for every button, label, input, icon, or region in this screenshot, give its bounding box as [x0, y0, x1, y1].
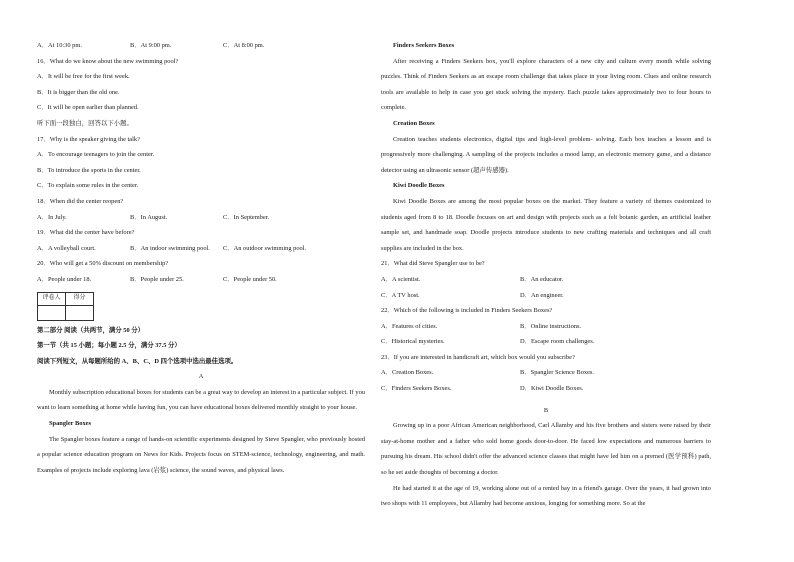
q22-option-c: C．Historical mysteries. [381, 338, 445, 346]
kiwi-text: Kiwi Doodle Boxes are among the most popular boxes on the market. They feature a variety of themes customized to students aged from 8 to 18. Doodle focuses on art and design with projects such as a felt botanic garden, an artificial leather sample set, and handmade soap. Doodle projects introduce students to new crafting materials and techniques and all craft supplies are included in the box. [381, 197, 711, 252]
q19-options [37, 241, 365, 257]
q23-options-row2 [381, 381, 711, 397]
q15-option-c: C．At 8:00 pm. [223, 42, 265, 49]
q22-options-row1 [381, 319, 711, 335]
score-cell[interactable] [66, 305, 94, 320]
kiwi-heading: Kiwi Doodle Boxes [393, 182, 445, 190]
q22-question: 22．Which of the following is included in Finders Seekers Boxes? [381, 307, 553, 315]
passage-b-paragraph-1: Growing up in a poor African American neighborhood, Carl Allamby and his five brothers and sisters were raised by their stay-at-home mother and a father who sold home goods door-to-door. He faced low expectations and numerous barriers to pursuing his dream. His school didn't offer the advanced science classes that might have led him on a premed (医学预科) path, so he set aside thoughts of becoming a doctor. [381, 422, 711, 477]
q19-option-c: C．An outdoor swimming pool. [223, 244, 307, 252]
q16-question: 16．What do we know about the new swimming pool? [37, 57, 179, 65]
q20-option-c: C．People under 50. [223, 275, 277, 283]
q23-option-a: A．Creation Boxes. [381, 369, 434, 377]
q21-option-a: A．A scientist. [381, 275, 421, 283]
q15-option-a: A．At 10:30 pm. [37, 42, 82, 49]
q22-option-a: A．Features of cities. [381, 322, 438, 330]
listening-instruction: 听下面一段独白，回答以下小题。 [37, 119, 133, 127]
q21-question: 21．What did Steve Spangler use to be? [381, 260, 485, 268]
spangler-text: The Spangler boxes feature a range of hands-on scientific experiments designed by Steve Spangler, who previously hosted a popular science education program on News for Kids. Projects focus on STEM-science, technology, engineering, and math. Examples of projects include exploring lava (岩浆) science, the sound waves, and physical laws. [37, 435, 365, 474]
part2-title: 第二部分 阅读（共两节，满分 50 分） [37, 326, 145, 334]
passage-b-paragraph-2: He had started it at the age of 19, working alone out of a rented bay in a friend's garage. Over the years, it had grown into two shops with 11 employees, but Allamby had become anxious, longing for something more. So at the [381, 484, 711, 508]
passage-b-label: B [543, 406, 549, 414]
q17-option-a: A．To encourage teenagers to join the center. [37, 151, 155, 159]
reading-instruction: 阅读下列短文，从每题所给的 A、B、C、D 四个选项中选出最佳选项。 [37, 357, 238, 365]
q17-option-c: C．To explain some rules in the center. [37, 182, 139, 190]
section1-title: 第一节（共 15 小题；每小题 2.5 分，满分 37.5 分） [37, 342, 181, 350]
q19-option-a: A．A volleyball court. [37, 244, 96, 252]
q21-option-c: C．A TV host. [381, 291, 420, 299]
q16-option-a: A．It will be free for the first week. [37, 73, 130, 81]
q23-option-d: D．Kiwi Doodle Boxes. [520, 385, 584, 393]
finders-heading: Finders Seekers Boxes [393, 42, 455, 49]
passage-a-label: A [198, 373, 204, 381]
q20-option-b: B．People under 25. [130, 275, 184, 283]
spangler-heading: Spangler Boxes [49, 420, 91, 428]
q23-question: 23．If you are interested in handicraft art, which box would you subscribe? [381, 353, 575, 361]
q15-options [37, 38, 365, 54]
q20-option-a: A．People under 18. [37, 275, 92, 283]
q16-option-c: C．It will be open earlier than planned. [37, 104, 139, 112]
q21-option-d: D．An engineer. [520, 291, 564, 299]
q18-option-a: A．In July. [37, 213, 67, 221]
q23-options-row1 [381, 365, 711, 381]
q22-options-row2 [381, 334, 711, 350]
q22-option-b: B．Online instructions. [520, 322, 582, 330]
q20-options [37, 272, 365, 288]
q21-options-row1 [381, 272, 711, 288]
q15-option-b: B．At 9:00 pm. [130, 42, 172, 49]
q22-option-d: D．Escape room challenges. [520, 338, 595, 346]
q21-option-b: B．An educator. [520, 275, 564, 283]
q21-options-row2 [381, 288, 711, 304]
q19-question: 19．What did the center have before? [37, 229, 135, 237]
q17-option-b: B．To introduce the sports in the center. [37, 166, 141, 174]
creation-heading: Creation Boxes [393, 119, 435, 127]
q18-question: 18．When did the center reopen? [37, 197, 124, 205]
left-column [37, 38, 365, 478]
q19-option-b: B．An indoor swimming pool. [130, 244, 210, 252]
reviewer-cell[interactable] [38, 305, 66, 320]
score-table [37, 292, 94, 321]
finders-text: After receiving a Finders Seekers box, you'll explore characters of a new city and culture every month while solving puzzles. Think of Finders Seekers as an escape room challenge that takes place in your living room. Clues and online research tools are available to help in case you get stuck solving the mystery. Each puzzle takes approximately two to four hours to complete. [381, 57, 711, 112]
q18-option-b: B．In August. [130, 213, 168, 221]
q18-options [37, 210, 365, 226]
creation-text: Creation teaches students electronics, digital tips and high-level problem- solving. Each box teaches a lesson and is progressively more challenging. A sampling of the projects includes a mood lamp, an electronic memory game, and a distance detector using an ultrasonic sensor (超声传感器). [381, 135, 711, 174]
q20-question: 20．Who will get a 50% discount on membership? [37, 260, 169, 268]
passage-a-intro: Monthly subscription educational boxes for students can be a great way to develop an interest in a particular subject. If you want to learn something at home while having fun, you can have educational boxes delivered monthly straight to your house. [37, 388, 365, 412]
q23-option-b: B．Spangler Science Boxes. [520, 369, 595, 377]
reviewer-header: 评卷人 [38, 292, 66, 305]
score-header: 得分 [66, 292, 94, 305]
q16-option-b: B．It is bigger than the old one. [37, 88, 120, 96]
q17-question: 17．Why is the speaker giving the talk? [37, 135, 140, 143]
right-column [381, 38, 711, 512]
q23-option-c: C．Finders Seekers Boxes. [381, 385, 452, 393]
q18-option-c: C．In September. [223, 213, 270, 221]
